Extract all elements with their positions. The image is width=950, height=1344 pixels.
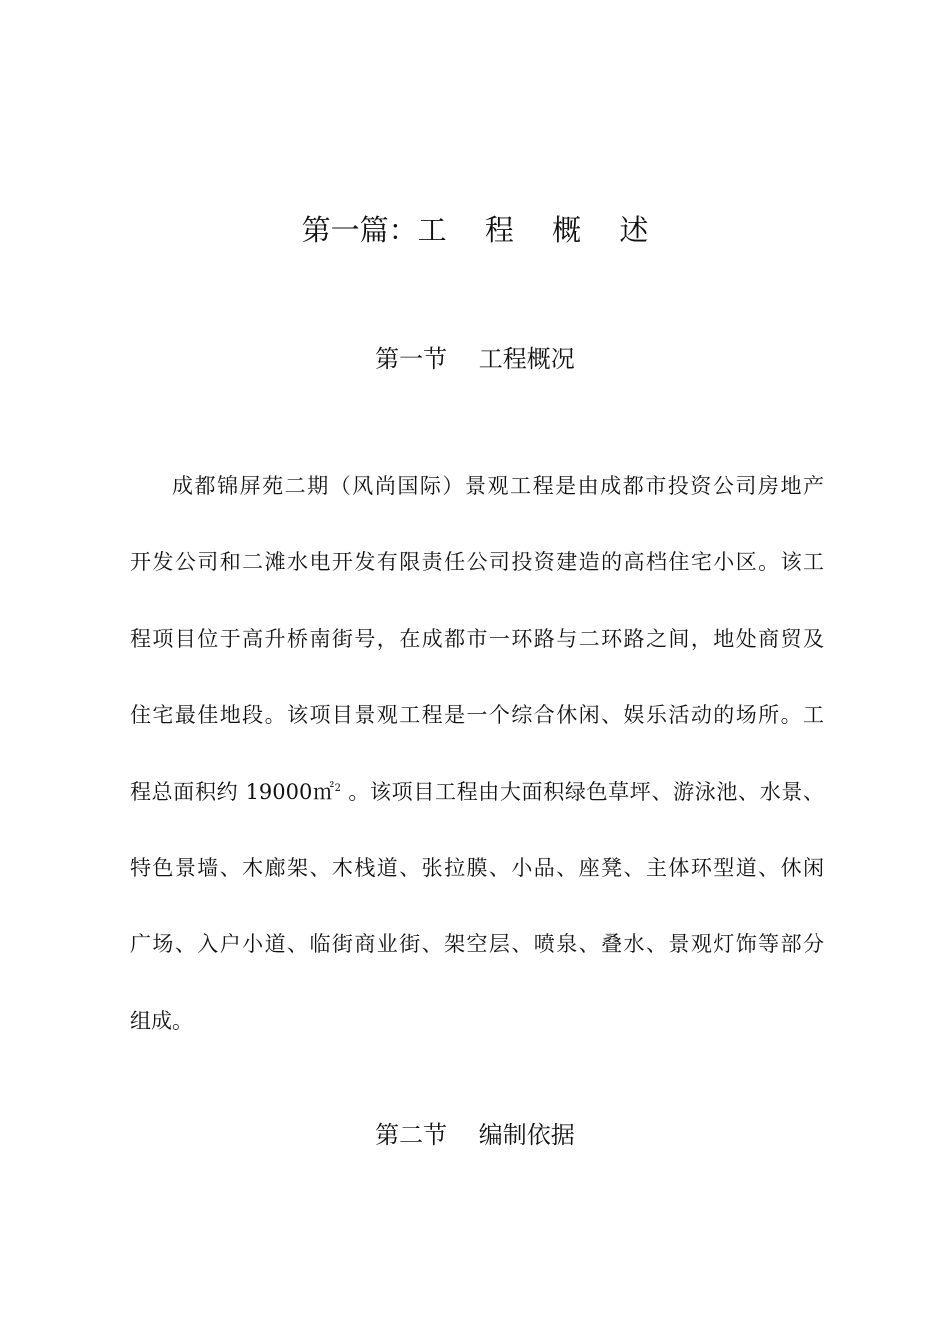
paragraph-line: 程项目位于高升桥南街号，在成都市一环路与二环路之间，地处商贸及 [130, 626, 824, 651]
paragraph-line: 特色景墙、木廊架、木栈道、张拉膜、小品、座凳、主体环型道、休闲 [130, 855, 824, 880]
paragraph-line: 成都锦屏苑二期（风尚国际）景观工程是由成都市投资公司房地产 [172, 474, 824, 498]
area-superscript: 2 [334, 782, 342, 794]
section-title-overview: 第一节 工程概况 [375, 345, 575, 373]
overview-paragraph [130, 468, 824, 1079]
section-title-basis: 第二节 编制依据 [375, 1121, 575, 1149]
paragraph-line: 广场、入户小道、临街商业街、架空层、喷泉、叠水、景观灯饰等部分 [130, 932, 824, 957]
part-title: 第一篇：工 程 概 述 [301, 213, 649, 247]
paragraph-line: 组成。 [130, 1008, 193, 1033]
paragraph-line-area [130, 774, 824, 810]
paragraph-line: 开发公司和二滩水电开发有限责任公司投资建造的高档住宅小区。该工 [130, 550, 824, 575]
area-text-continued: 。该项目工程由大面积绿色草坪、游泳池、水景、 [341, 779, 824, 804]
paragraph-line: 住宅最佳地段。该项目景观工程是一个综合休闲、娱乐活动的场所。工 [130, 703, 824, 728]
area-text: 程总面积约 19000㎡ [130, 779, 335, 804]
